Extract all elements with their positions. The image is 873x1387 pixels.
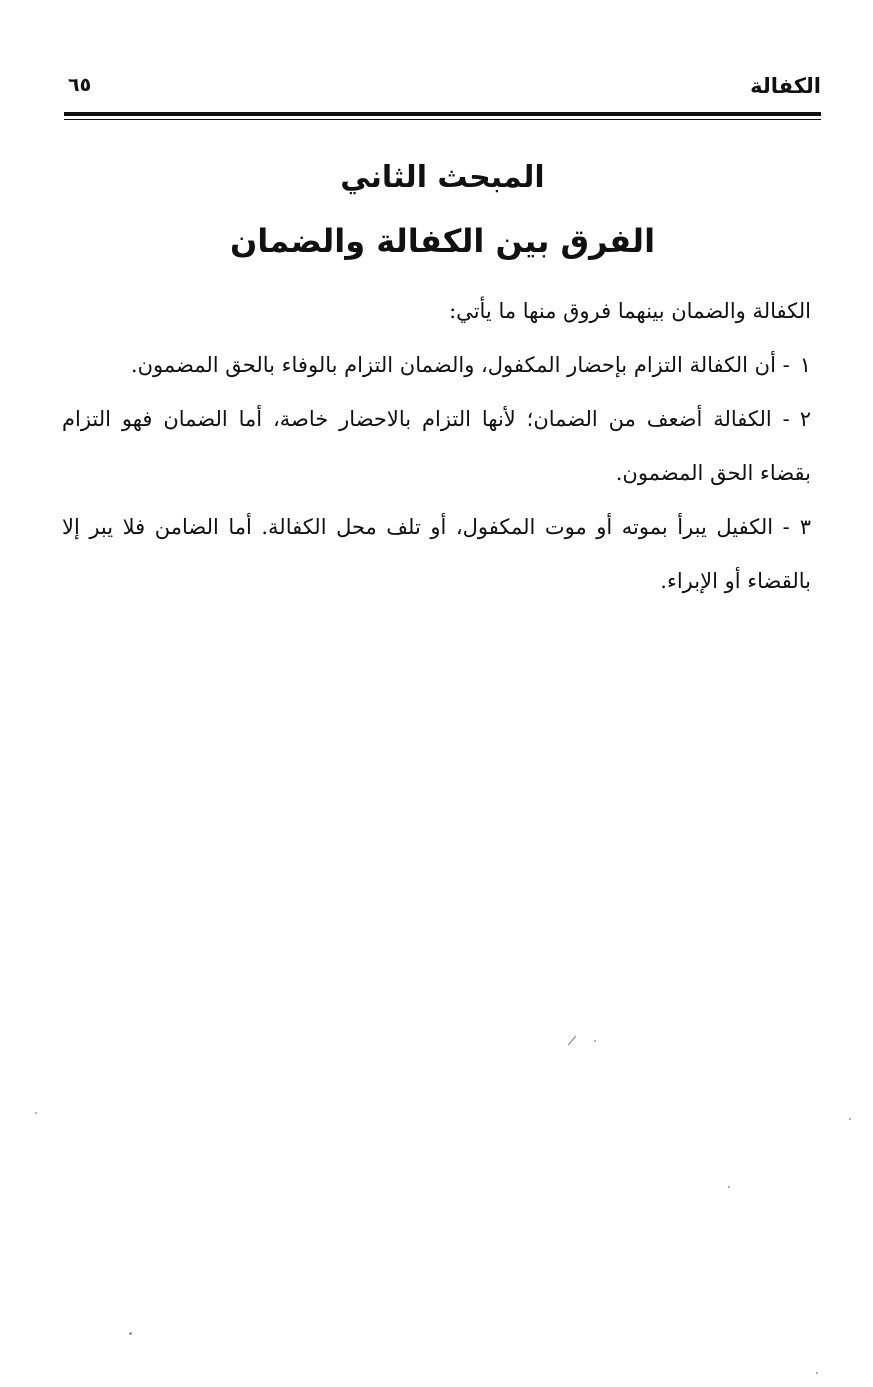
running-header (64, 70, 821, 110)
header-rule-thick (64, 112, 821, 116)
body-text (62, 284, 811, 608)
item-number: ١ (799, 353, 811, 377)
list-item-3 (62, 500, 811, 608)
header-rule-thin (64, 119, 821, 120)
section-subheading: الفرق بين الكفالة والضمان (229, 222, 656, 260)
page-number: ٦٥ (68, 74, 92, 96)
intro-paragraph: الكفالة والضمان بينهما فروق منها ما يأتي: (449, 299, 811, 323)
item-number: ٣ (799, 515, 811, 539)
header-title: الكفالة (750, 74, 821, 98)
item-text: - الكفالة أضعف من الضمان؛ لأنها التزام بالاحضار خاصة، أما الضمان فهو التزام بقضاء الحق المضمون. (62, 407, 811, 485)
scan-scratch (568, 1036, 576, 1046)
scan-speck (816, 1372, 818, 1374)
list-item-2 (62, 392, 811, 500)
scan-speck (35, 1112, 37, 1114)
item-text: - أن الكفالة التزام بإحضار المكفول، والضمان التزام بالوفاء بالحق المضمون. (130, 353, 790, 377)
list-item-1 (62, 338, 811, 392)
item-number: ٢ (799, 407, 811, 431)
item-text: - الكفيل يبرأ بموته أو موت المكفول، أو تلف محل الكفالة. أما الضامن فلا يبر إلا بالقضاء أو الإبراء. (62, 515, 811, 593)
scan-speck (849, 1118, 851, 1120)
scan-speck (129, 1332, 132, 1335)
scan-speck (728, 1186, 730, 1188)
scan-speck (594, 1040, 596, 1042)
section-heading: المبحث الثاني (340, 160, 545, 195)
